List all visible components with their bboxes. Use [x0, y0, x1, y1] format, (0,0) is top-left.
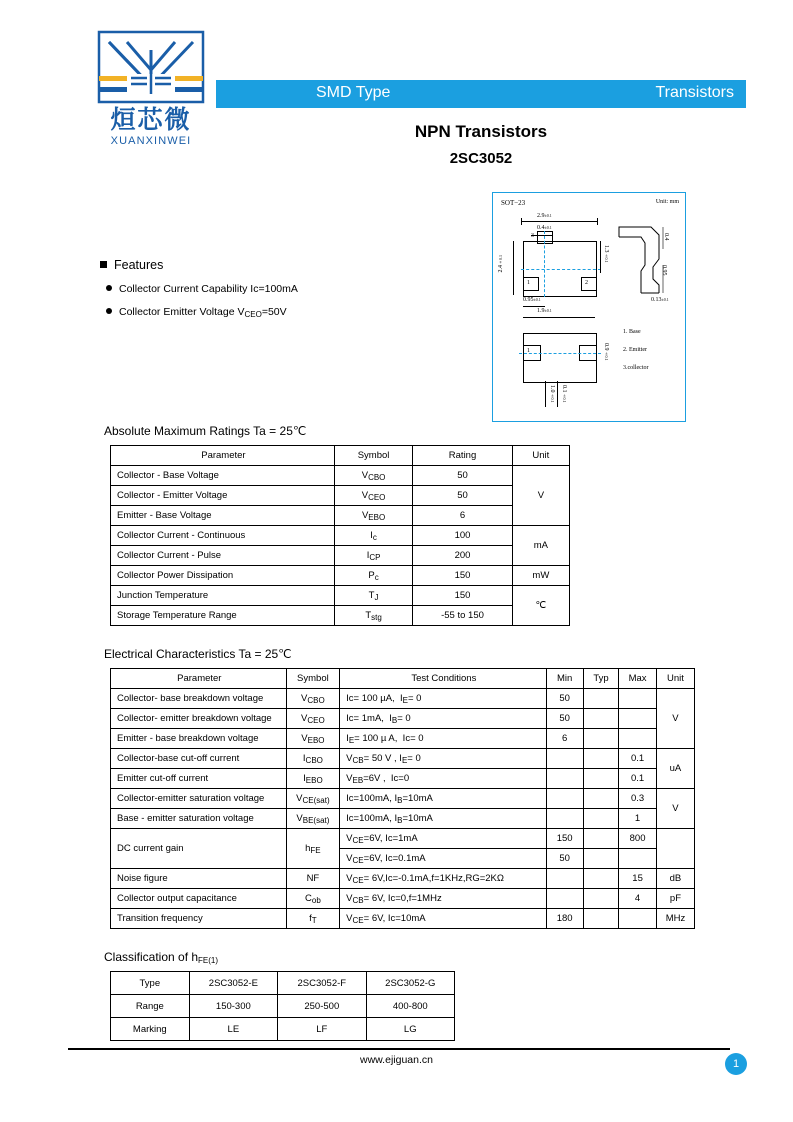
cell-rating: 200 [413, 546, 512, 566]
cell-parameter: Collector Power Dissipation [111, 566, 335, 586]
cell-max: 0.1 [619, 749, 657, 769]
page-title: NPN Transistors [414, 122, 548, 141]
cell-unit: mW [512, 566, 569, 586]
cell-value: 2SC3052-F [278, 972, 366, 995]
col-max: Max [619, 669, 657, 689]
cell-symbol: $V_{BE(sat)}$ [286, 809, 340, 829]
cell-min [546, 789, 583, 809]
cell-rating: 150 [413, 586, 512, 606]
cell-value: 250-500 [278, 995, 366, 1018]
classification-heading [104, 950, 218, 965]
pin-legend-emitter: 2. Emitter [623, 347, 647, 353]
cell-min: 50 [546, 689, 583, 709]
logo-english-name: XUANXINWEI [110, 134, 192, 147]
cell-min: 150 [546, 829, 583, 849]
cell-conditions: $I_E= 100$ µ A, Ic= 0 [340, 729, 546, 749]
pin-legend-collector: 3.collector [623, 365, 649, 371]
cell-symbol: $V_{CEO}$ [286, 709, 340, 729]
cell-typ [583, 709, 619, 729]
cell-symbol: $I_{EBO}$ [286, 769, 340, 789]
cell-symbol: $T_{stg}$ [334, 606, 412, 626]
col-typ: Typ [583, 669, 619, 689]
col-parameter: Parameter [111, 669, 287, 689]
cell-typ [583, 809, 619, 829]
cell-max: 15 [619, 869, 657, 889]
package-name-label: SOT−23 [501, 199, 526, 207]
cell-unit: MHz [656, 909, 694, 929]
cell-conditions: Ic=100mA, $I_B=10mA$ [340, 809, 546, 829]
banner-left-label: SMD Type [316, 84, 391, 101]
cell-unit: V [656, 689, 694, 749]
cell-symbol: $V_{CBO}$ [334, 466, 412, 486]
cell-parameter: Collector - Emitter Voltage [111, 486, 335, 506]
cell-parameter: Storage Temperature Range [111, 606, 335, 626]
cell-max: 1 [619, 809, 657, 829]
table-row [111, 506, 570, 526]
cell-parameter: Collector - Base Voltage [111, 466, 335, 486]
part-number: 2SC3052 [449, 150, 513, 167]
cell-row-label: Marking [111, 1018, 190, 1041]
feature-item: Collector Current Capability Ic=100mA [100, 283, 430, 295]
col-parameter: Parameter [111, 446, 335, 466]
cell-max: 0.3 [619, 789, 657, 809]
table-row [111, 1018, 455, 1041]
amr-heading [104, 424, 306, 438]
bullet-dot-icon [106, 285, 112, 291]
pin-legend-base: 1. Base [623, 329, 641, 335]
cell-symbol: $P_c$ [334, 566, 412, 586]
table-row [111, 729, 695, 749]
table-row [111, 789, 695, 809]
features-section [100, 258, 430, 319]
cell-conditions: $V_{EB}=6V$ , Ic=0 [340, 769, 546, 789]
table-row [111, 689, 695, 709]
cell-parameter: Collector output capacitance [111, 889, 287, 909]
dim-label-0p1: 0.1±0.1 [561, 385, 567, 403]
cell-symbol: $V_{EBO}$ [334, 506, 412, 526]
cell-unit: mA [512, 526, 569, 566]
cell-value: 2SC3052-G [366, 972, 454, 995]
amr-heading-label: Absolute Maximum Ratings Ta = 25℃ [104, 424, 307, 438]
cell-value: 400-800 [366, 995, 454, 1018]
package-pin-3 [537, 231, 553, 244]
cell-parameter: Collector-emitter saturation voltage [111, 789, 287, 809]
package-pin-1 [523, 277, 539, 291]
dim-label-2p4: 2.4±0.1 [498, 255, 504, 273]
cell-min: 6 [546, 729, 583, 749]
cell-parameter: DC current gain [111, 829, 287, 869]
col-symbol: Symbol [334, 446, 412, 466]
cell-rating: 150 [413, 566, 512, 586]
col-unit: Unit [656, 669, 694, 689]
table-row [111, 829, 695, 849]
cell-row-label: Type [111, 972, 190, 995]
cell-max: 0.1 [619, 769, 657, 789]
cell-min [546, 809, 583, 829]
cell-conditions: $V_{CE}=6V$, Ic=0.1mA [340, 849, 546, 869]
table-row [111, 586, 570, 606]
dim-label-1p0: 1.0±0.1 [549, 385, 555, 403]
absolute-maximum-ratings-table [110, 445, 570, 626]
ec-heading [104, 647, 292, 661]
banner [216, 80, 746, 108]
cell-conditions: Ic= 100 µA, $I_E= 0$ [340, 689, 546, 709]
table-row [111, 749, 695, 769]
cell-row-label: Range [111, 995, 190, 1018]
footer-divider [68, 1048, 730, 1050]
cell-max [619, 729, 657, 749]
pin-num-1: 1 [527, 280, 530, 286]
features-heading [100, 258, 430, 272]
cell-conditions: $V_{CB}= 6V$, Ic=0,f=1MHz [340, 889, 546, 909]
dim-label-1p9: 1.9±0.1 [537, 308, 552, 314]
cell-parameter: Collector- base breakdown voltage [111, 689, 287, 709]
cell-value: 2SC3052-E [189, 972, 277, 995]
table-header-row [111, 669, 695, 689]
cell-typ [583, 869, 619, 889]
cell-max [619, 849, 657, 869]
dim-label-0p95-right: 0.95 [661, 265, 667, 276]
cell-min: 50 [546, 709, 583, 729]
cell-parameter: Emitter - base breakdown voltage [111, 729, 287, 749]
cell-symbol: $V_{CBO}$ [286, 689, 340, 709]
package-unit-label: Unit: mm [655, 199, 679, 205]
ec-heading-label: Electrical Characteristics Ta = 25℃ [104, 647, 292, 661]
cell-unit: V [656, 789, 694, 829]
cell-conditions: $V_{CB}= 50$ V , $I_E= 0$ [340, 749, 546, 769]
cell-typ [583, 909, 619, 929]
pin-num-2: 2 [585, 280, 588, 286]
cell-parameter: Transition frequency [111, 909, 287, 929]
cell-typ [583, 769, 619, 789]
cell-symbol: $I_{CBO}$ [286, 749, 340, 769]
table-row [111, 909, 695, 929]
cell-parameter: Base - emitter saturation voltage [111, 809, 287, 829]
cell-max: 800 [619, 829, 657, 849]
cell-typ [583, 829, 619, 849]
classification-table [110, 971, 455, 1041]
cell-max [619, 689, 657, 709]
dim-label-0p4-top: 0.4±0.1 [537, 225, 552, 231]
cell-symbol: $V_{CEO}$ [334, 486, 412, 506]
cell-conditions: Ic= 1mA, $I_B= 0$ [340, 709, 546, 729]
pin-num-1-bottom: 1 [527, 348, 530, 354]
table-row [111, 566, 570, 586]
table-row [111, 809, 695, 829]
cell-conditions: $V_{CE}=6V$, Ic=1mA [340, 829, 546, 849]
col-min: Min [546, 669, 583, 689]
dim-label-0p13: 0.13±0.1 [651, 297, 669, 303]
table-row [111, 889, 695, 909]
cell-symbol: NF [286, 869, 340, 889]
cell-unit [656, 829, 694, 869]
cell-max [619, 909, 657, 929]
cell-rating: 6 [413, 506, 512, 526]
dim-label-0p4-right: 0.4 [663, 233, 669, 241]
classification-heading-label: Classification of h [104, 950, 199, 964]
cell-parameter: Collector Current - Pulse [111, 546, 335, 566]
cell-symbol: $I_{CP}$ [334, 546, 412, 566]
cell-typ [583, 849, 619, 869]
cell-typ [583, 729, 619, 749]
cell-conditions: $V_{CE}= 6V$, Ic=10mA [340, 909, 546, 929]
cell-conditions: $V_{CE}= 6V,Ic=-0.1mA,f=1KHz,RG=2K\Omega$ [340, 869, 546, 889]
cell-value: LF [278, 1018, 366, 1041]
page-number-badge: 1 [725, 1053, 747, 1075]
logo-mark-icon [97, 30, 205, 104]
cell-unit: dB [656, 869, 694, 889]
cell-value: LG [366, 1018, 454, 1041]
cell-symbol: $V_{EBO}$ [286, 729, 340, 749]
electrical-characteristics-table [110, 668, 695, 929]
feature-item: Collector Emitter Voltage $V_{CEO}=50V$ [100, 306, 430, 319]
table-row [111, 972, 455, 995]
features-heading-label: Features [114, 258, 164, 272]
table-row [111, 769, 695, 789]
cell-symbol: $V_{CE(sat)}$ [286, 789, 340, 809]
table-row [111, 546, 570, 566]
cell-typ [583, 789, 619, 809]
table-row [111, 709, 695, 729]
cell-unit: ℃ [512, 586, 569, 626]
col-test-conditions: Test Conditions [340, 669, 546, 689]
cell-rating: -55 to 150 [413, 606, 512, 626]
table-row [111, 995, 455, 1018]
cell-max: 4 [619, 889, 657, 909]
table-row [111, 486, 570, 506]
logo-chinese-name: 烜芯微 [110, 105, 192, 134]
pin-num-3: 3 [531, 233, 534, 239]
cell-symbol: $C_{ob}$ [286, 889, 340, 909]
cell-symbol: $h_{FE}$ [286, 829, 340, 869]
package-drawing [492, 192, 686, 422]
cell-parameter: Noise figure [111, 869, 287, 889]
cell-parameter: Emitter - Base Voltage [111, 506, 335, 526]
cell-min [546, 749, 583, 769]
col-rating: Rating [413, 446, 512, 466]
cell-value: LE [189, 1018, 277, 1041]
table-row [111, 466, 570, 486]
cell-conditions: Ic=100mA, $I_B=10mA$ [340, 789, 546, 809]
dim-label-1p3: 1.3±0.1 [603, 245, 609, 263]
col-symbol: Symbol [286, 669, 340, 689]
table-row [111, 526, 570, 546]
cell-rating: 100 [413, 526, 512, 546]
cell-value: 150-300 [189, 995, 277, 1018]
dim-label-0p9: 0.9±0.1 [603, 343, 609, 361]
dim-label-2p9: 2.9±0.1 [537, 213, 552, 219]
cell-rating: 50 [413, 466, 512, 486]
bullet-square-icon [100, 261, 107, 268]
cell-parameter: Junction Temperature [111, 586, 335, 606]
cell-symbol: $I_c$ [334, 526, 412, 546]
cell-parameter: Collector-base cut-off current [111, 749, 287, 769]
cell-min: 50 [546, 849, 583, 869]
table-header-row [111, 446, 570, 466]
cell-symbol: $T_J$ [334, 586, 412, 606]
classification-heading-sub: FE(1) [198, 956, 219, 965]
cell-unit: uA [656, 749, 694, 789]
table-row [111, 606, 570, 626]
footer-url[interactable]: www.ejiguan.cn [360, 1054, 433, 1066]
cell-min: 180 [546, 909, 583, 929]
cell-max [619, 709, 657, 729]
cell-min [546, 769, 583, 789]
cell-typ [583, 889, 619, 909]
cell-parameter: Collector- emitter breakdown voltage [111, 709, 287, 729]
table-row [111, 869, 695, 889]
cell-rating: 50 [413, 486, 512, 506]
package-pin-2 [581, 277, 597, 291]
cell-parameter: Collector Current - Continuous [111, 526, 335, 546]
cell-unit: pF [656, 889, 694, 909]
banner-right-label: Transistors [655, 84, 734, 101]
dim-label-0p95-top: 0.95±0.1 [523, 297, 541, 303]
col-unit: Unit [512, 446, 569, 466]
bullet-dot-icon [106, 308, 112, 314]
cell-symbol: $f_T$ [286, 909, 340, 929]
company-logo [76, 30, 226, 147]
cell-typ [583, 689, 619, 709]
cell-typ [583, 749, 619, 769]
cell-min [546, 869, 583, 889]
cell-min [546, 889, 583, 909]
cell-parameter: Emitter cut-off current [111, 769, 287, 789]
cell-unit: V [512, 466, 569, 526]
page-header [56, 30, 746, 167]
